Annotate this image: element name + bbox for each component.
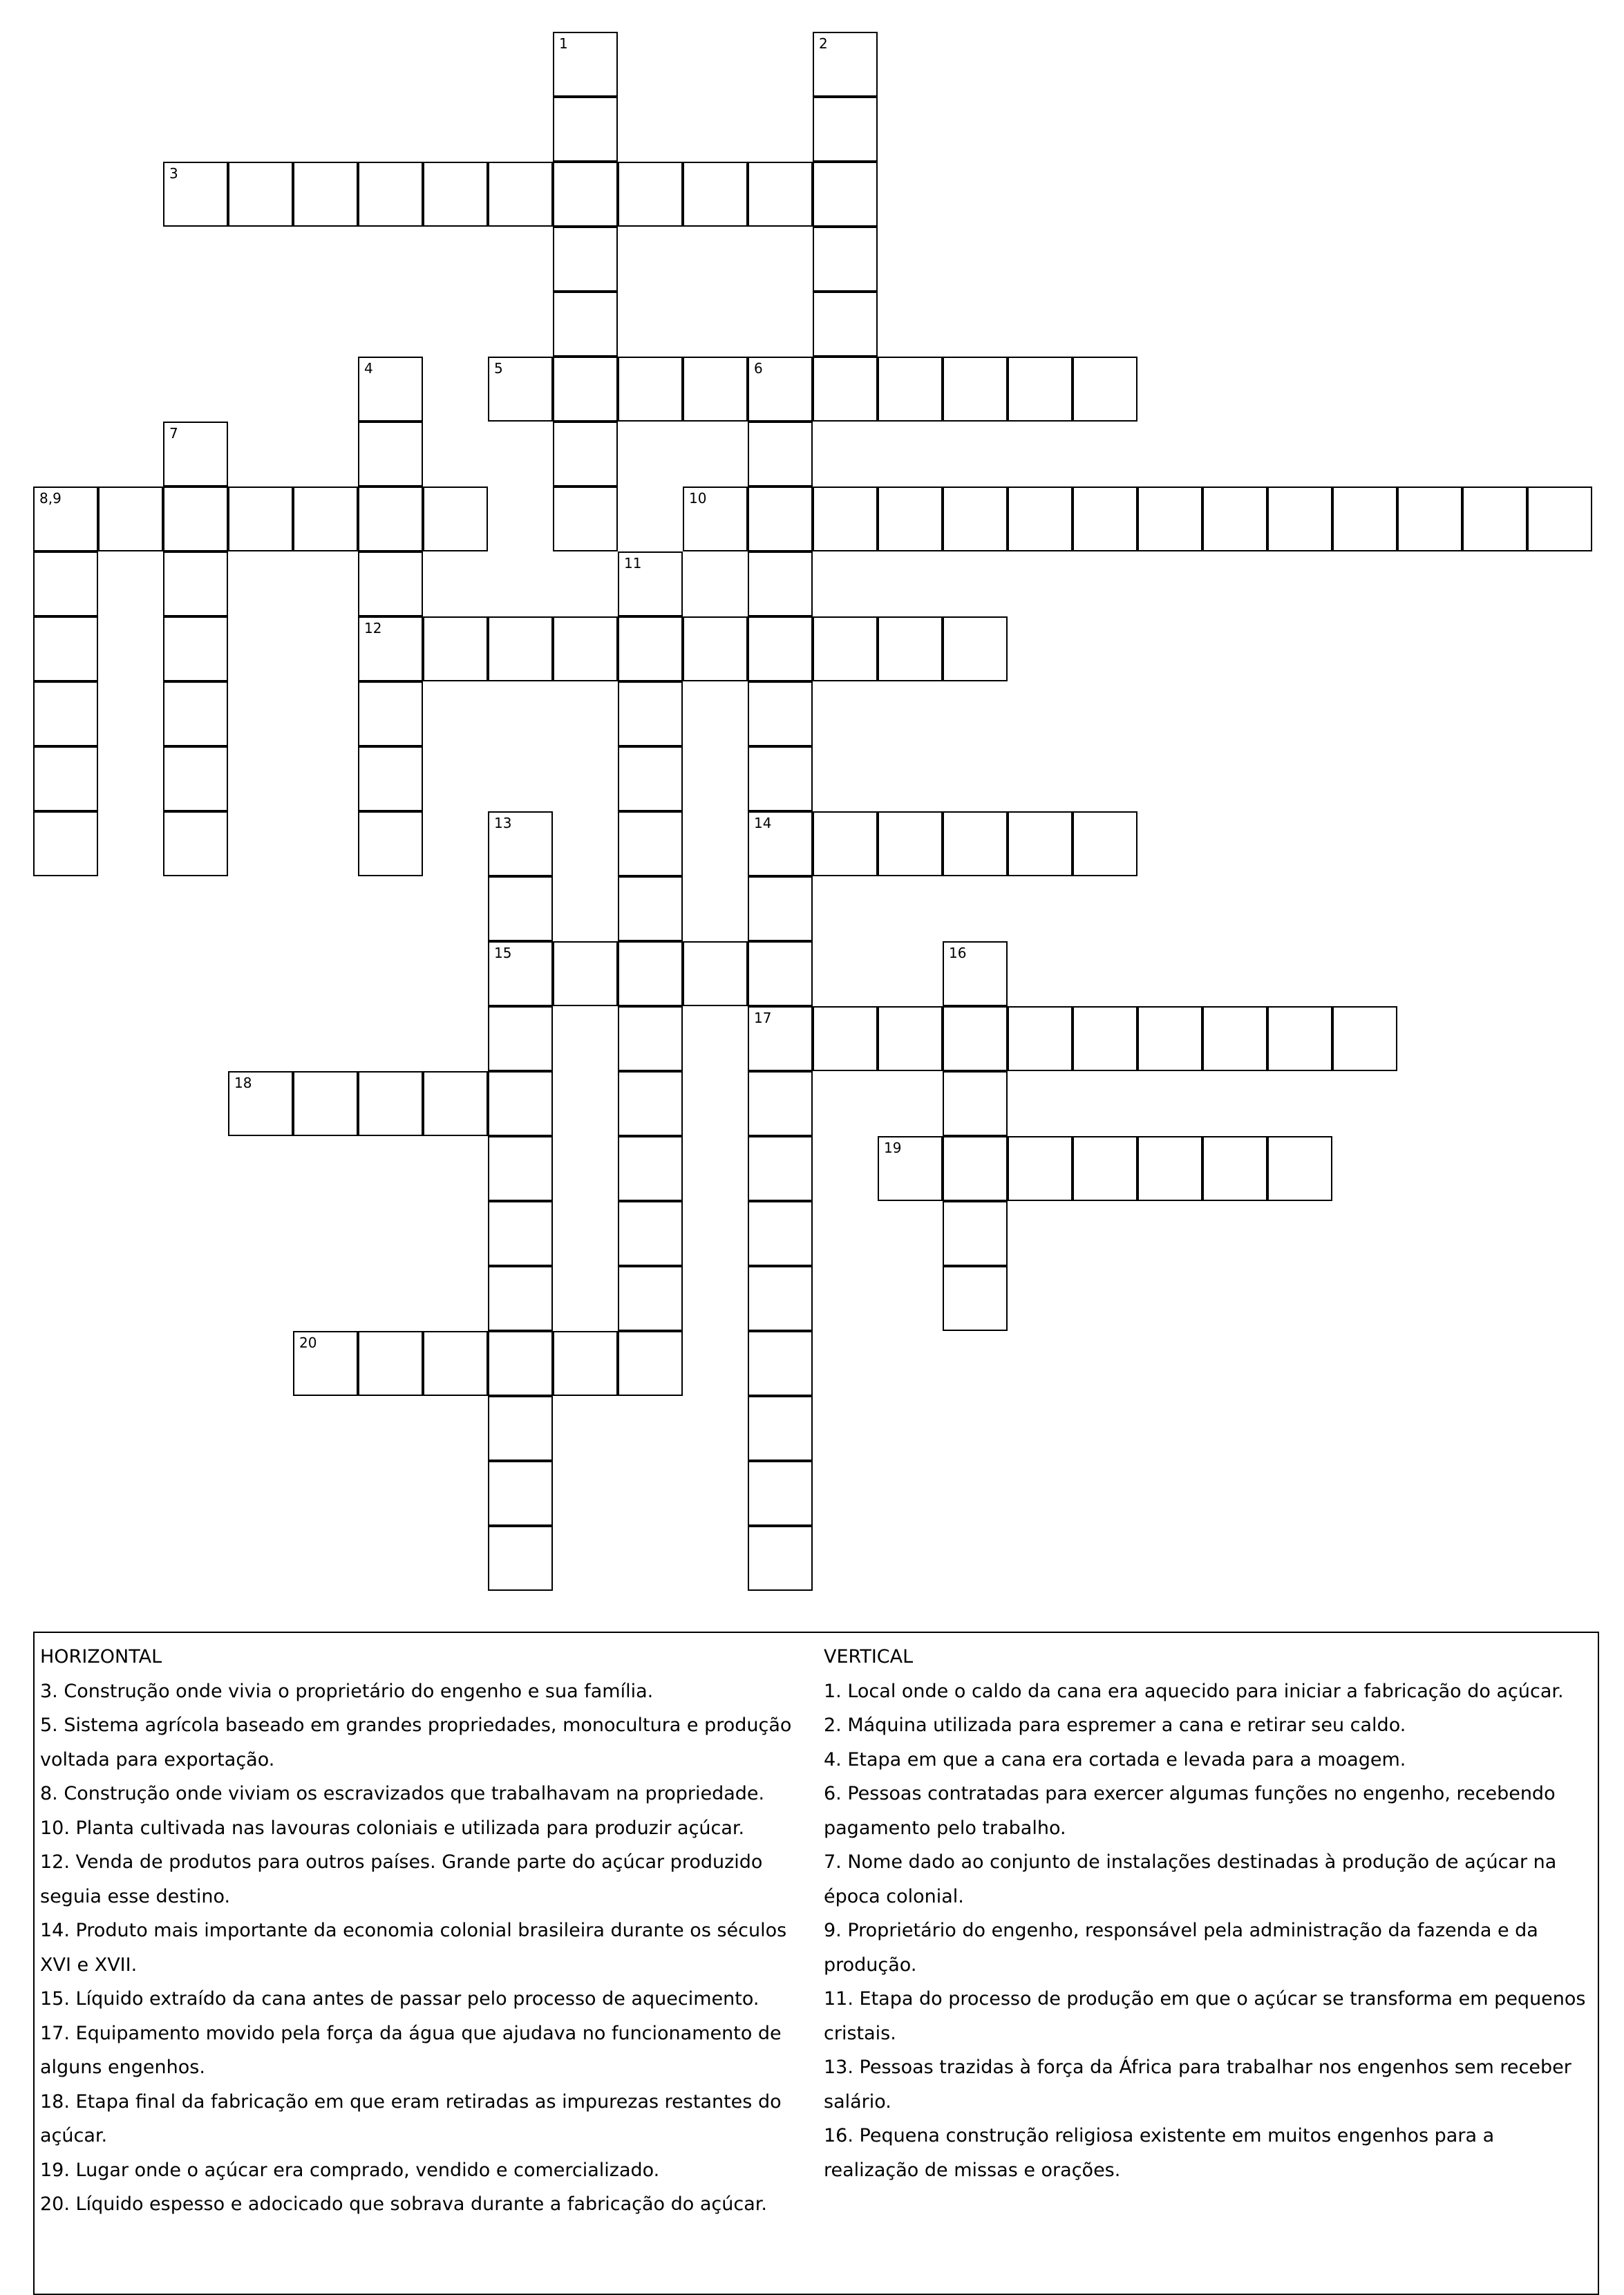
grid-cell[interactable]	[618, 941, 683, 1006]
grid-cell[interactable]	[358, 616, 423, 681]
clue-across-12: 12. Venda de produtos para outros países. Grande parte do açúcar produzido seguia esse destino.	[40, 1851, 763, 1907]
grid-cell[interactable]	[163, 422, 228, 487]
clue-across-3: 3. Construção onde vivia o proprietário do engenho e sua família.	[40, 1680, 654, 1702]
grid-cell[interactable]	[553, 422, 618, 487]
grid-cell[interactable]	[33, 487, 98, 551]
grid-cell[interactable]	[618, 616, 683, 681]
grid-cell[interactable]	[1267, 1006, 1332, 1071]
grid-cell[interactable]	[488, 162, 553, 227]
clue-down-13: 13. Pessoas trazidas à força da África para trabalhar nos engenhos sem receber salário.	[824, 2057, 1571, 2113]
clue-down-6: 6. Pessoas contratadas para exercer algumas funções no engenho, recebendo pagamento pelo trabalho.	[824, 1783, 1556, 1839]
grid-cell[interactable]	[163, 811, 228, 876]
grid-cell[interactable]	[293, 1071, 358, 1136]
grid-cell[interactable]	[748, 551, 813, 616]
grid-cell[interactable]	[748, 162, 813, 227]
grid-cell[interactable]	[1008, 357, 1073, 422]
grid-cell[interactable]	[1073, 487, 1137, 551]
grid-cell[interactable]	[813, 292, 878, 357]
grid-cell[interactable]	[488, 1526, 553, 1591]
grid-cell[interactable]	[293, 487, 358, 551]
grid-cell[interactable]	[748, 616, 813, 681]
clue-across-10: 10. Planta cultivada nas lavouras coloniais e utilizada para produzir açúcar.	[40, 1817, 745, 1839]
vertical-header: VERTICAL	[824, 1646, 914, 1668]
grid-cell[interactable]	[163, 551, 228, 616]
grid-cell[interactable]	[748, 681, 813, 746]
clue-number: 4	[364, 360, 373, 377]
clue-across-14: 14. Produto mais importante da economia colonial brasileira durante os séculos XVI e XVII.	[40, 1920, 787, 1976]
grid-cell[interactable]	[358, 357, 423, 422]
grid-cell[interactable]	[1008, 811, 1073, 876]
grid-cell[interactable]	[943, 1071, 1008, 1136]
grid-cell[interactable]	[618, 357, 683, 422]
grid-cell[interactable]	[878, 616, 943, 681]
grid-cell[interactable]	[683, 357, 748, 422]
vertical-clues	[824, 1640, 1591, 2187]
grid-cell[interactable]	[748, 1006, 813, 1071]
grid-cell[interactable]	[1073, 811, 1137, 876]
grid-cell[interactable]	[618, 681, 683, 746]
grid-cell[interactable]	[1202, 1136, 1267, 1201]
grid-cell[interactable]	[228, 487, 293, 551]
clue-across-17: 17. Equipamento movido pela força da água que ajudava no funcionamento de alguns engenhos.	[40, 2022, 782, 2078]
grid-cell[interactable]	[878, 811, 943, 876]
clue-number: 8,9	[39, 490, 62, 507]
grid-cell[interactable]	[163, 746, 228, 811]
grid-cell[interactable]	[748, 487, 813, 551]
grid-cell[interactable]	[423, 162, 488, 227]
grid-cell[interactable]	[813, 162, 878, 227]
grid-cell[interactable]	[488, 1461, 553, 1526]
clue-down-7: 7. Nome dado ao conjunto de instalações destinadas à produção de açúcar na época colonial.	[824, 1851, 1557, 1907]
grid-cell[interactable]	[358, 487, 423, 551]
grid-cell[interactable]	[423, 1071, 488, 1136]
grid-cell[interactable]	[1073, 1136, 1137, 1201]
grid-cell[interactable]	[943, 1136, 1008, 1201]
grid-cell[interactable]	[748, 1396, 813, 1461]
grid-cell[interactable]	[1008, 1006, 1073, 1071]
clue-across-8: 8. Construção onde viviam os escravizados que trabalhavam na propriedade.	[40, 1783, 765, 1804]
clue-number: 18	[234, 1075, 252, 1091]
grid-cell[interactable]	[33, 616, 98, 681]
grid-cell[interactable]	[553, 357, 618, 422]
grid-cell[interactable]	[683, 487, 748, 551]
grid-cell[interactable]	[943, 1201, 1008, 1266]
horizontal-clues	[40, 1640, 807, 2222]
grid-cell[interactable]	[748, 1461, 813, 1526]
grid-cell[interactable]	[618, 811, 683, 876]
grid-cell[interactable]	[423, 616, 488, 681]
clue-number: 5	[494, 360, 503, 377]
grid-cell[interactable]	[748, 811, 813, 876]
grid-cell[interactable]	[553, 292, 618, 357]
grid-cell[interactable]	[163, 487, 228, 551]
clue-number: 12	[364, 620, 382, 636]
clue-number: 13	[494, 815, 512, 831]
grid-cell[interactable]	[1137, 1136, 1202, 1201]
grid-cell[interactable]	[943, 357, 1008, 422]
grid-cell[interactable]	[748, 357, 813, 422]
grid-cell[interactable]	[618, 1266, 683, 1331]
grid-cell[interactable]	[488, 1331, 553, 1396]
grid-cell[interactable]	[748, 1331, 813, 1396]
grid-cell[interactable]	[293, 1331, 358, 1396]
grid-cell[interactable]	[553, 227, 618, 292]
grid-cell[interactable]	[488, 1396, 553, 1461]
grid-cell[interactable]	[748, 422, 813, 487]
clue-number: 2	[819, 35, 828, 52]
grid-cell[interactable]	[748, 1526, 813, 1591]
grid-cell[interactable]	[488, 616, 553, 681]
clue-across-19: 19. Lugar onde o açúcar era comprado, vendido e comercializado.	[40, 2159, 660, 2181]
grid-cell[interactable]	[488, 1266, 553, 1331]
grid-cell[interactable]	[358, 681, 423, 746]
grid-cell[interactable]	[488, 876, 553, 941]
grid-cell[interactable]	[1527, 487, 1592, 551]
grid-cell[interactable]	[1073, 357, 1137, 422]
grid-cell[interactable]	[423, 487, 488, 551]
clue-number: 10	[689, 490, 707, 507]
grid-cell[interactable]	[358, 422, 423, 487]
grid-cell[interactable]	[943, 1266, 1008, 1331]
grid-cell[interactable]	[748, 1266, 813, 1331]
grid-cell[interactable]	[943, 941, 1008, 1006]
grid-cell[interactable]	[358, 746, 423, 811]
clue-down-9: 9. Proprietário do engenho, responsável pela administração da fazenda e da produção.	[824, 1920, 1538, 1976]
clue-across-18: 18. Etapa final da fabricação em que eram retiradas as impurezas restantes do açúcar.	[40, 2090, 782, 2146]
grid-cell[interactable]	[748, 1201, 813, 1266]
grid-cell[interactable]	[683, 162, 748, 227]
grid-cell[interactable]	[683, 616, 748, 681]
grid-cell[interactable]	[618, 1201, 683, 1266]
clue-down-1: 1. Local onde o caldo da cana era aquecido para iniciar a fabricação do açúcar.	[824, 1680, 1564, 1702]
grid-cell[interactable]	[878, 1136, 943, 1201]
grid-cell[interactable]	[553, 616, 618, 681]
grid-cell[interactable]	[488, 357, 553, 422]
grid-cell[interactable]	[1267, 487, 1332, 551]
grid-cell[interactable]	[683, 941, 748, 1006]
grid-cell[interactable]	[813, 227, 878, 292]
grid-cell[interactable]	[1008, 487, 1073, 551]
grid-cell[interactable]	[618, 746, 683, 811]
grid-cell[interactable]	[1202, 1006, 1267, 1071]
grid-cell[interactable]	[163, 681, 228, 746]
grid-cell[interactable]	[358, 551, 423, 616]
grid-cell[interactable]	[553, 97, 618, 162]
grid-cell[interactable]	[943, 811, 1008, 876]
grid-cell[interactable]	[1073, 1006, 1137, 1071]
grid-cell[interactable]	[748, 941, 813, 1006]
grid-cell[interactable]	[488, 1136, 553, 1201]
grid-cell[interactable]	[163, 162, 228, 227]
grid-cell[interactable]	[488, 1071, 553, 1136]
clue-across-20: 20. Líquido espesso e adocicado que sobrava durante a fabricação do açúcar.	[40, 2193, 767, 2215]
clue-number: 14	[754, 815, 772, 831]
grid-cell[interactable]	[553, 941, 618, 1006]
grid-cell[interactable]	[1137, 1006, 1202, 1071]
grid-cell[interactable]	[748, 1071, 813, 1136]
clue-across-15: 15. Líquido extraído da cana antes de passar pelo processo de aquecimento.	[40, 1988, 759, 2010]
grid-cell[interactable]	[618, 1136, 683, 1201]
grid-cell[interactable]	[488, 811, 553, 876]
grid-cell[interactable]	[1332, 487, 1397, 551]
grid-cell[interactable]	[293, 162, 358, 227]
grid-cell[interactable]	[33, 551, 98, 616]
grid-cell[interactable]	[748, 1136, 813, 1201]
grid-cell[interactable]	[943, 616, 1008, 681]
grid-cell[interactable]	[228, 1071, 293, 1136]
clue-number: 11	[624, 555, 642, 572]
grid-cell[interactable]	[358, 811, 423, 876]
grid-cell[interactable]	[943, 1006, 1008, 1071]
grid-cell[interactable]	[813, 32, 878, 97]
clue-number: 6	[754, 360, 763, 377]
grid-cell[interactable]	[488, 1201, 553, 1266]
grid-cell[interactable]	[33, 811, 98, 876]
grid-cell[interactable]	[878, 357, 943, 422]
grid-cell[interactable]	[1397, 487, 1462, 551]
clue-number: 19	[884, 1140, 902, 1156]
horizontal-header: HORIZONTAL	[40, 1646, 162, 1668]
clue-down-11: 11. Etapa do processo de produção em que o açúcar se transforma em pequenos cristais.	[824, 1988, 1586, 2044]
grid-cell[interactable]	[878, 1006, 943, 1071]
grid-cell[interactable]	[813, 487, 878, 551]
grid-cell[interactable]	[553, 487, 618, 551]
grid-cell[interactable]	[1267, 1136, 1332, 1201]
grid-cell[interactable]	[813, 811, 878, 876]
grid-cell[interactable]	[33, 746, 98, 811]
grid-cell[interactable]	[1137, 487, 1202, 551]
grid-cell[interactable]	[618, 1071, 683, 1136]
clue-number: 17	[754, 1010, 772, 1026]
grid-cell[interactable]	[618, 162, 683, 227]
clue-number: 15	[494, 945, 512, 961]
clue-across-5: 5. Sistema agrícola baseado em grandes propriedades, monocultura e produção voltada para exportação.	[40, 1715, 792, 1770]
grid-cell[interactable]	[98, 487, 163, 551]
grid-cell[interactable]	[553, 162, 618, 227]
grid-cell[interactable]	[618, 1006, 683, 1071]
grid-cell[interactable]	[358, 162, 423, 227]
grid-cell[interactable]	[228, 162, 293, 227]
clue-down-4: 4. Etapa em que a cana era cortada e levada para a moagem.	[824, 1748, 1406, 1770]
grid-cell[interactable]	[813, 616, 878, 681]
clue-down-16: 16. Pequena construção religiosa existente em muitos engenhos para a realização de missas e orações.	[824, 2125, 1495, 2181]
grid-cell[interactable]	[488, 1006, 553, 1071]
clue-down-2: 2. Máquina utilizada para espremer a cana e retirar seu caldo.	[824, 1715, 1406, 1736]
grid-cell[interactable]	[1008, 1136, 1073, 1201]
grid-cell[interactable]	[1332, 1006, 1397, 1071]
grid-cell[interactable]	[488, 941, 553, 1006]
grid-cell[interactable]	[813, 97, 878, 162]
grid-cell[interactable]	[878, 487, 943, 551]
grid-cell[interactable]	[618, 551, 683, 616]
grid-cell[interactable]	[423, 1331, 488, 1396]
grid-cell[interactable]	[813, 357, 878, 422]
clue-number: 3	[169, 165, 178, 182]
clues-panel	[33, 1632, 1599, 2295]
grid-cell[interactable]	[358, 1331, 423, 1396]
grid-cell[interactable]	[33, 681, 98, 746]
grid-cell[interactable]	[748, 746, 813, 811]
clue-number: 20	[299, 1334, 317, 1351]
grid-cell[interactable]	[553, 32, 618, 97]
grid-cell[interactable]	[943, 487, 1008, 551]
clue-number: 1	[559, 35, 568, 52]
grid-cell[interactable]	[358, 1071, 423, 1136]
grid-cell[interactable]	[1462, 487, 1527, 551]
grid-cell[interactable]	[1202, 487, 1267, 551]
grid-cell[interactable]	[618, 1331, 683, 1396]
clue-number: 7	[169, 425, 178, 442]
grid-cell[interactable]	[748, 876, 813, 941]
clue-number: 16	[949, 945, 967, 961]
grid-cell[interactable]	[813, 1006, 878, 1071]
grid-cell[interactable]	[163, 616, 228, 681]
grid-cell[interactable]	[618, 876, 683, 941]
grid-cell[interactable]	[553, 1331, 618, 1396]
